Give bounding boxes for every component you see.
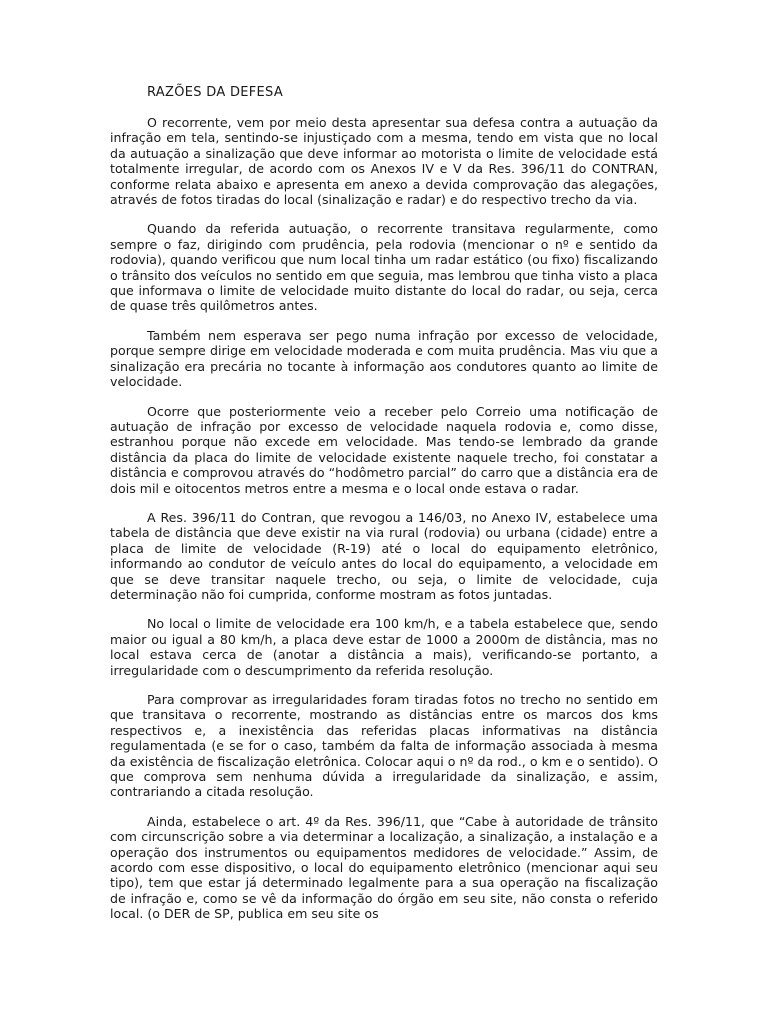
document-body xyxy=(110,84,658,922)
paragraph-8: Ainda, estabelece o art. 4º da Res. 396/11, que “Cabe à autoridade de trânsito com circunscrição sobre a via determinar a localização, a sinalização, a instalação e a operação dos instrumentos ou equipamentos medidores de velocidade.” Assim, de acordo com esse dispositivo, o local do equipamento eletrônico (mencionar aqui seu tipo), tem que estar já determinado legalmente para a sua operação na fiscalização de infração e, como se vê da informação do órgão em seu site, não consta o referido local. (o DER de SP, publica em seu site os xyxy=(110,813,658,922)
paragraph-6: No local o limite de velocidade era 100 km/h, e a tabela estabelece que, sendo maior ou igual a 80 km/h, a placa deve estar de 1000 a 2000m de distância, mas no local estava cerca de (anotar a distância a mais), verificando-se portanto, a irregularidade com o descumprimento da referida resolução. xyxy=(110,616,658,678)
paragraph-7: Para comprovar as irregularidades foram tiradas fotos no trecho no sentido em que transitava o recorrente, mostrando as distâncias entre os marcos dos kms respectivos e, a inexistência das referidas placas informativas na distância regulamentada (e se for o caso, também da falta de informação associada à mesma da existência de fiscalização eletrônica. Colocar aqui o nº da rod., o km e o sentido). O que comprova sem nenhuma dúvida a irregularidade da sinalização, e assim, contrariando a citada resolução. xyxy=(110,692,658,800)
paragraph-1: O recorrente, vem por meio desta apresentar sua defesa contra a autuação da infração em tela, sentindo-se injustiçado com a mesma, tendo em vista que no local da autuação a sinalização que deve informar ao motorista o limite de velocidade está totalmente irregular, de acordo com os Anexos IV e V da Res. 396/11 do CONTRAN, conforme relata abaixo e apresenta em anexo a devida comprovação das alegações, através de fotos tiradas do local (sinalização e radar) e do respectivo trecho da via. xyxy=(110,115,658,208)
section-heading: RAZÕES DA DEFESA xyxy=(147,85,284,100)
paragraph-2: Quando da referida autuação, o recorrente transitava regularmente, como sempre o faz, dirigindo com prudência, pela rodovia (mencionar o nº e sentido da rodovia), quando verificou que num local tinha um radar estático (ou fixo) fiscalizando o trânsito dos veículos no sentido em que seguia, mas lembrou que tinha visto a placa que informava o limite de velocidade muito distante do local do radar, ou seja, cerca de quase três quilômetros antes. xyxy=(110,221,658,314)
paragraph-3: Também nem esperava ser pego numa infração por excesso de velocidade, porque sempre dirige em velocidade moderada e com muita prudência. Mas viu que a sinalização era precária no tocante à informação aos condutores quanto ao limite de velocidade. xyxy=(110,327,658,390)
paragraph-4: Ocorre que posteriormente veio a receber pelo Correio uma notificação de autuação de infração por excesso de velocidade naquela rodovia e, como disse, estranhou porque não excede em velocidade. Mas tendo-se lembrado da grande distância da placa do limite de velocidade existente naquele trecho, foi constatar a distância e comprovou através do “hodômetro parcial” do carro que a distância era de dois mil e oitocentos metros entre a mesma e o local onde estava o radar. xyxy=(110,403,658,496)
paragraph-5: A Res. 396/11 do Contran, que revogou a 146/03, no Anexo IV, estabelece uma tabela de distância que deve existir na via rural (rodovia) ou urbana (cidade) entre a placa de limite de velocidade (R-19) até o local do equipamento eletrônico, informando ao condutor de veículo antes do local do equipamento, a velocidade em que se deve transitar naquele trecho, ou seja, o limite de velocidade, cuja determinação não foi cumprida, conforme mostram as fotos juntadas. xyxy=(110,509,658,602)
